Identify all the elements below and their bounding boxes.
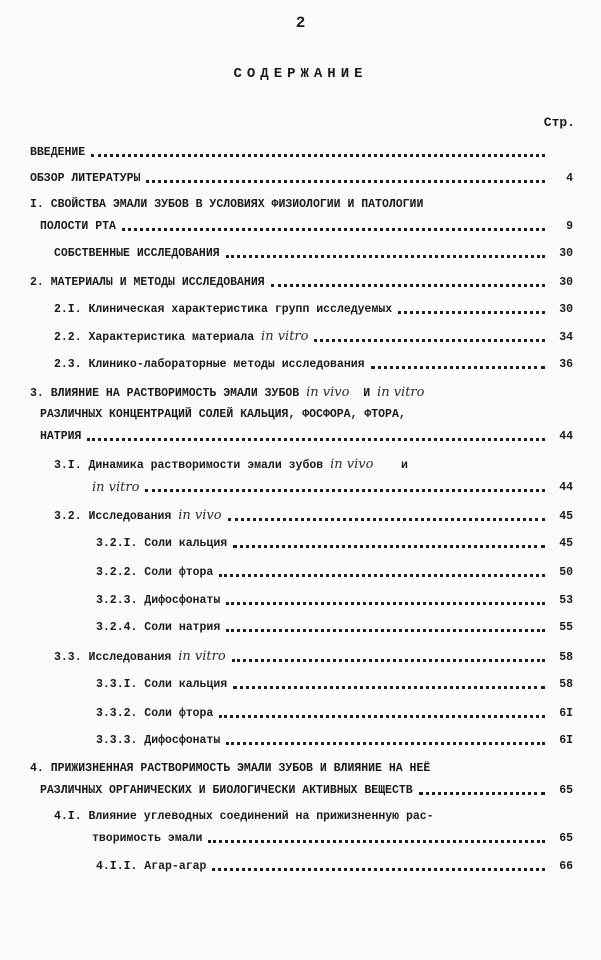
leader-dots [228, 518, 545, 521]
toc-entry-3-1-line1 [54, 458, 408, 473]
toc-entry-page: 66 [559, 860, 573, 873]
toc-entry-4-1 [92, 832, 573, 846]
toc-entry-3-3 [54, 650, 573, 665]
toc-entry-chapter-1 [40, 220, 573, 234]
toc-entry-label: 3.3. Исследования [54, 651, 172, 664]
handwritten-note: in vivo [306, 385, 350, 400]
toc-entry-3-3-1 [96, 678, 573, 692]
leader-dots [208, 840, 545, 843]
toc-entry-label: 3. ВЛИЯНИЕ НА РАСТВОРИМОСТЬ ЭМАЛИ ЗУБОВ [30, 387, 300, 400]
toc-entry-page: 4 [566, 172, 573, 185]
leader-dots [122, 228, 545, 231]
toc-entry-page: 53 [559, 594, 573, 607]
toc-entry-2-2 [54, 330, 573, 345]
toc-entry-3-2 [54, 509, 573, 524]
toc-entry-conjunction: и [401, 459, 408, 472]
toc-entry-3-3-3 [96, 734, 573, 748]
toc-entry-page: 6I [559, 707, 573, 720]
toc-entry-text: 2. МАТЕРИАЛЫ И МЕТОДЫ ИССЛЕДОВАНИЯ [30, 276, 265, 289]
toc-entry-4-1-1 [96, 860, 573, 874]
toc-entry-chapter-2 [30, 276, 573, 290]
leader-dots [219, 715, 545, 718]
toc-entry-introduction [30, 146, 573, 160]
toc-entry-page: 36 [559, 358, 573, 371]
toc-entry-page: 55 [559, 621, 573, 634]
toc-entry-page: 44 [559, 430, 573, 443]
toc-entry-page: 58 [559, 678, 573, 691]
leader-dots [145, 489, 545, 492]
handwritten-note: in vitro [261, 329, 309, 344]
toc-entry-chapter-3-line2: РАЗЛИЧНЫХ КОНЦЕНТРАЦИЙ СОЛЕЙ КАЛЬЦИЯ, ФОСФОРА, ФТОРА, [40, 408, 406, 421]
toc-entry-text: 3.3.3. Дифосфонаты [96, 734, 221, 747]
toc-entry-page: 58 [559, 651, 573, 664]
toc-entry-page: 30 [559, 276, 573, 289]
toc-entry-chapter-1-line1: I. СВОЙСТВА ЭМАЛИ ЗУБОВ В УСЛОВИЯХ ФИЗИОЛОГИИ И ПАТОЛОГИИ [30, 198, 424, 211]
page-column-label: Стр. [543, 115, 575, 130]
toc-entry-label: 3.I. Динамика растворимости эмали зубов [54, 459, 324, 472]
toc-entry-page: 44 [559, 481, 573, 494]
leader-dots [226, 602, 545, 605]
toc-entry-3-2-3 [96, 594, 573, 608]
leader-dots [233, 686, 545, 689]
toc-entry-text: НАТРИЯ [40, 430, 82, 443]
leader-dots [314, 339, 545, 342]
leader-dots [371, 366, 545, 369]
toc-entry-literature-review [30, 172, 573, 186]
leader-dots [91, 154, 545, 157]
leader-dots [271, 284, 545, 287]
toc-entry-3-1 [92, 481, 573, 495]
toc-entry-3-2-1 [96, 537, 573, 551]
toc-entry-page: 6I [559, 734, 573, 747]
leader-dots [232, 659, 545, 662]
toc-entry-4-1-line1: 4.I. Влияние углеводных соединений на прижизненную рас- [54, 810, 434, 823]
page-number: 2 [295, 14, 306, 32]
toc-entry-2-1 [54, 303, 573, 317]
toc-entry-text: 2.3. Клинико-лабораторные методы исследования [54, 358, 365, 371]
leader-dots [419, 792, 545, 795]
toc-entry-chapter-4-line1: 4. ПРИЖИЗНЕННАЯ РАСТВОРИМОСТЬ ЭМАЛИ ЗУБОВ И ВЛИЯНИЕ НА НЕЁ [30, 762, 431, 775]
toc-entry-page: 30 [559, 247, 573, 260]
toc-entry-2-3 [54, 358, 573, 372]
toc-entry-page: 45 [559, 510, 573, 523]
toc-entry-chapter-4 [40, 784, 573, 798]
toc-entry-text: РАЗЛИЧНЫХ ОРГАНИЧЕСКИХ И БИОЛОГИЧЕСКИ АКТИВНЫХ ВЕЩЕСТВ [40, 784, 413, 797]
page-title: СОДЕРЖАНИЕ [233, 66, 368, 82]
leader-dots [87, 438, 545, 441]
toc-entry-text: 3.2.3. Дифосфонаты [96, 594, 221, 607]
toc-entry-page: 9 [566, 220, 573, 233]
leader-dots [398, 311, 545, 314]
toc-entry-page: 30 [559, 303, 573, 316]
toc-entry-text: 3.2.I. Соли кальция [96, 537, 228, 550]
handwritten-note: in vitro [377, 385, 425, 400]
leader-dots [226, 255, 545, 258]
toc-entry-text: ВВЕДЕНИЕ [30, 146, 86, 159]
toc-entry-text: 3.2.4. Соли натрия [96, 621, 221, 634]
leader-dots [219, 574, 545, 577]
toc-entry-3-2-4 [96, 621, 573, 635]
toc-entry-text: 3.3.I. Соли кальция [96, 678, 228, 691]
toc-entry-text: ПОЛОСТИ РТА [40, 220, 116, 233]
toc-entry-text: СОБСТВЕННЫЕ ИССЛЕДОВАНИЯ [54, 247, 220, 260]
toc-entry-text: 3.2.2. Соли фтора [96, 566, 214, 579]
leader-dots [212, 868, 545, 871]
toc-entry-own-research [54, 247, 573, 261]
toc-entry-chapter-3 [40, 430, 573, 444]
toc-entry-3-2-2 [96, 566, 573, 580]
toc-entry-text: 4.I.I. Агар-агар [96, 860, 207, 873]
handwritten-note: in vivo [330, 457, 374, 472]
toc-entry-text: творимость эмали [92, 832, 203, 845]
toc-entry-label: 3.2. Исследования [54, 510, 172, 523]
toc-entry-chapter-3-line1 [30, 386, 424, 401]
toc-entry-text: 2.I. Клиническая характеристика групп исследуемых [54, 303, 393, 316]
handwritten-note: in vitro [178, 649, 226, 664]
handwritten-note: in vitro [92, 480, 140, 495]
toc-entry-page: 34 [559, 331, 573, 344]
toc-entry-text [54, 330, 308, 345]
toc-entry-page: 65 [559, 832, 573, 845]
toc-entry-text: 3.3.2. Соли фтора [96, 707, 214, 720]
leader-dots [226, 629, 545, 632]
handwritten-note: in vivo [178, 508, 222, 523]
leader-dots [233, 545, 545, 548]
leader-dots [146, 180, 545, 183]
toc-entry-3-3-2 [96, 707, 573, 721]
leader-dots [226, 742, 545, 745]
toc-entry-conjunction: И [363, 387, 371, 400]
toc-entry-text [54, 650, 226, 665]
toc-entry-label: 2.2. Характеристика материала [54, 331, 255, 344]
toc-entry-page: 50 [559, 566, 573, 579]
toc-entry-page: 45 [559, 537, 573, 550]
toc-entry-text [54, 509, 222, 524]
toc-entry-page: 65 [559, 784, 573, 797]
toc-entry-text: ОБЗОР ЛИТЕРАТУРЫ [30, 172, 141, 185]
